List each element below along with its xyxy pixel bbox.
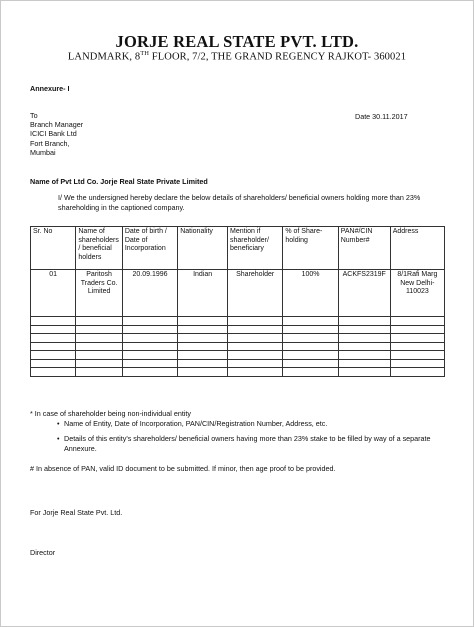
table-row: [31, 270, 445, 317]
pan-note: # In absence of PAN, valid ID document to be submitted. If minor, then age proof to be provided.: [30, 464, 336, 473]
recipient-address: [30, 111, 83, 157]
recipient-line: Fort Branch,: [30, 138, 70, 148]
table-header-row: [31, 227, 445, 270]
table-header-cell: PAN#/CIN Number#: [338, 227, 390, 270]
table-header-cell: Mention if shareholder/ beneficiary: [228, 227, 283, 270]
table-empty-row: [31, 334, 445, 343]
bullet-icon: •: [57, 434, 60, 443]
table-cell: Indian: [178, 270, 228, 317]
bullet-icon: •: [57, 419, 60, 428]
table-header-cell: % of Share-holding: [283, 227, 338, 270]
table-header-cell: Address: [390, 227, 444, 270]
table-header-cell: Name of shareholders / beneficial holders: [76, 227, 122, 270]
signatory-title: Director: [30, 548, 56, 557]
company-title: JORJE REAL STATE PVT. LTD.: [115, 32, 359, 51]
table-empty-row: [31, 317, 445, 326]
sign-off-line: For Jorje Real State Pvt. Ltd.: [30, 508, 123, 517]
table-cell: 8/1Rafi Marg New Delhi-110023: [390, 270, 444, 317]
annexure-label: Annexure- I: [30, 84, 70, 93]
recipient-line: Mumbai: [30, 147, 56, 157]
table-header-cell: Sr. No: [31, 227, 76, 270]
recipient-line: To: [30, 111, 38, 120]
company-name-line: Name of Pvt Ltd Co. Jorje Real State Private Limited: [30, 177, 208, 186]
table-empty-row: [31, 325, 445, 334]
letter-date: Date 30.11.2017: [355, 112, 408, 121]
recipient-line: Branch Manager: [30, 120, 84, 130]
table-cell: 100%: [283, 270, 338, 317]
table-empty-row: [31, 368, 445, 377]
shareholder-table: [30, 226, 445, 377]
table-header-cell: Date of birth / Date of Incorporation: [122, 227, 177, 270]
company-address: LANDMARK, 8TH FLOOR, 7/2, THE GRAND REGENCY RAJKOT- 360021: [67, 50, 407, 63]
non-individual-note: * In case of shareholder being non-individual entity: [30, 409, 192, 418]
table-empty-row: [31, 359, 445, 368]
declaration-text: I/ We the undersigned hereby declare the below details of shareholders/ beneficial owners holding more than 23% shareholding in the captioned company.: [58, 193, 421, 212]
table-cell: Shareholder: [228, 270, 283, 317]
table-header-cell: Nationality: [178, 227, 228, 270]
table-empty-row: [31, 342, 445, 351]
table-cell: ACKFS2319F: [338, 270, 390, 317]
table-cell: Paritosh Traders Co. Limited: [76, 270, 122, 317]
table-cell: 20.09.1996: [122, 270, 177, 317]
note-bullet: Name of Entity, Date of Incorporation, PAN/CIN/Registration Number, Address, etc.: [64, 419, 328, 428]
note-bullet: Details of this entity's shareholders/ beneficial owners having more than 23% stake to be filled by way of a separate Annexure.: [64, 434, 431, 453]
table-cell: 01: [31, 270, 76, 317]
recipient-line: ICICI Bank Ltd: [30, 129, 77, 139]
table-empty-row: [31, 351, 445, 360]
